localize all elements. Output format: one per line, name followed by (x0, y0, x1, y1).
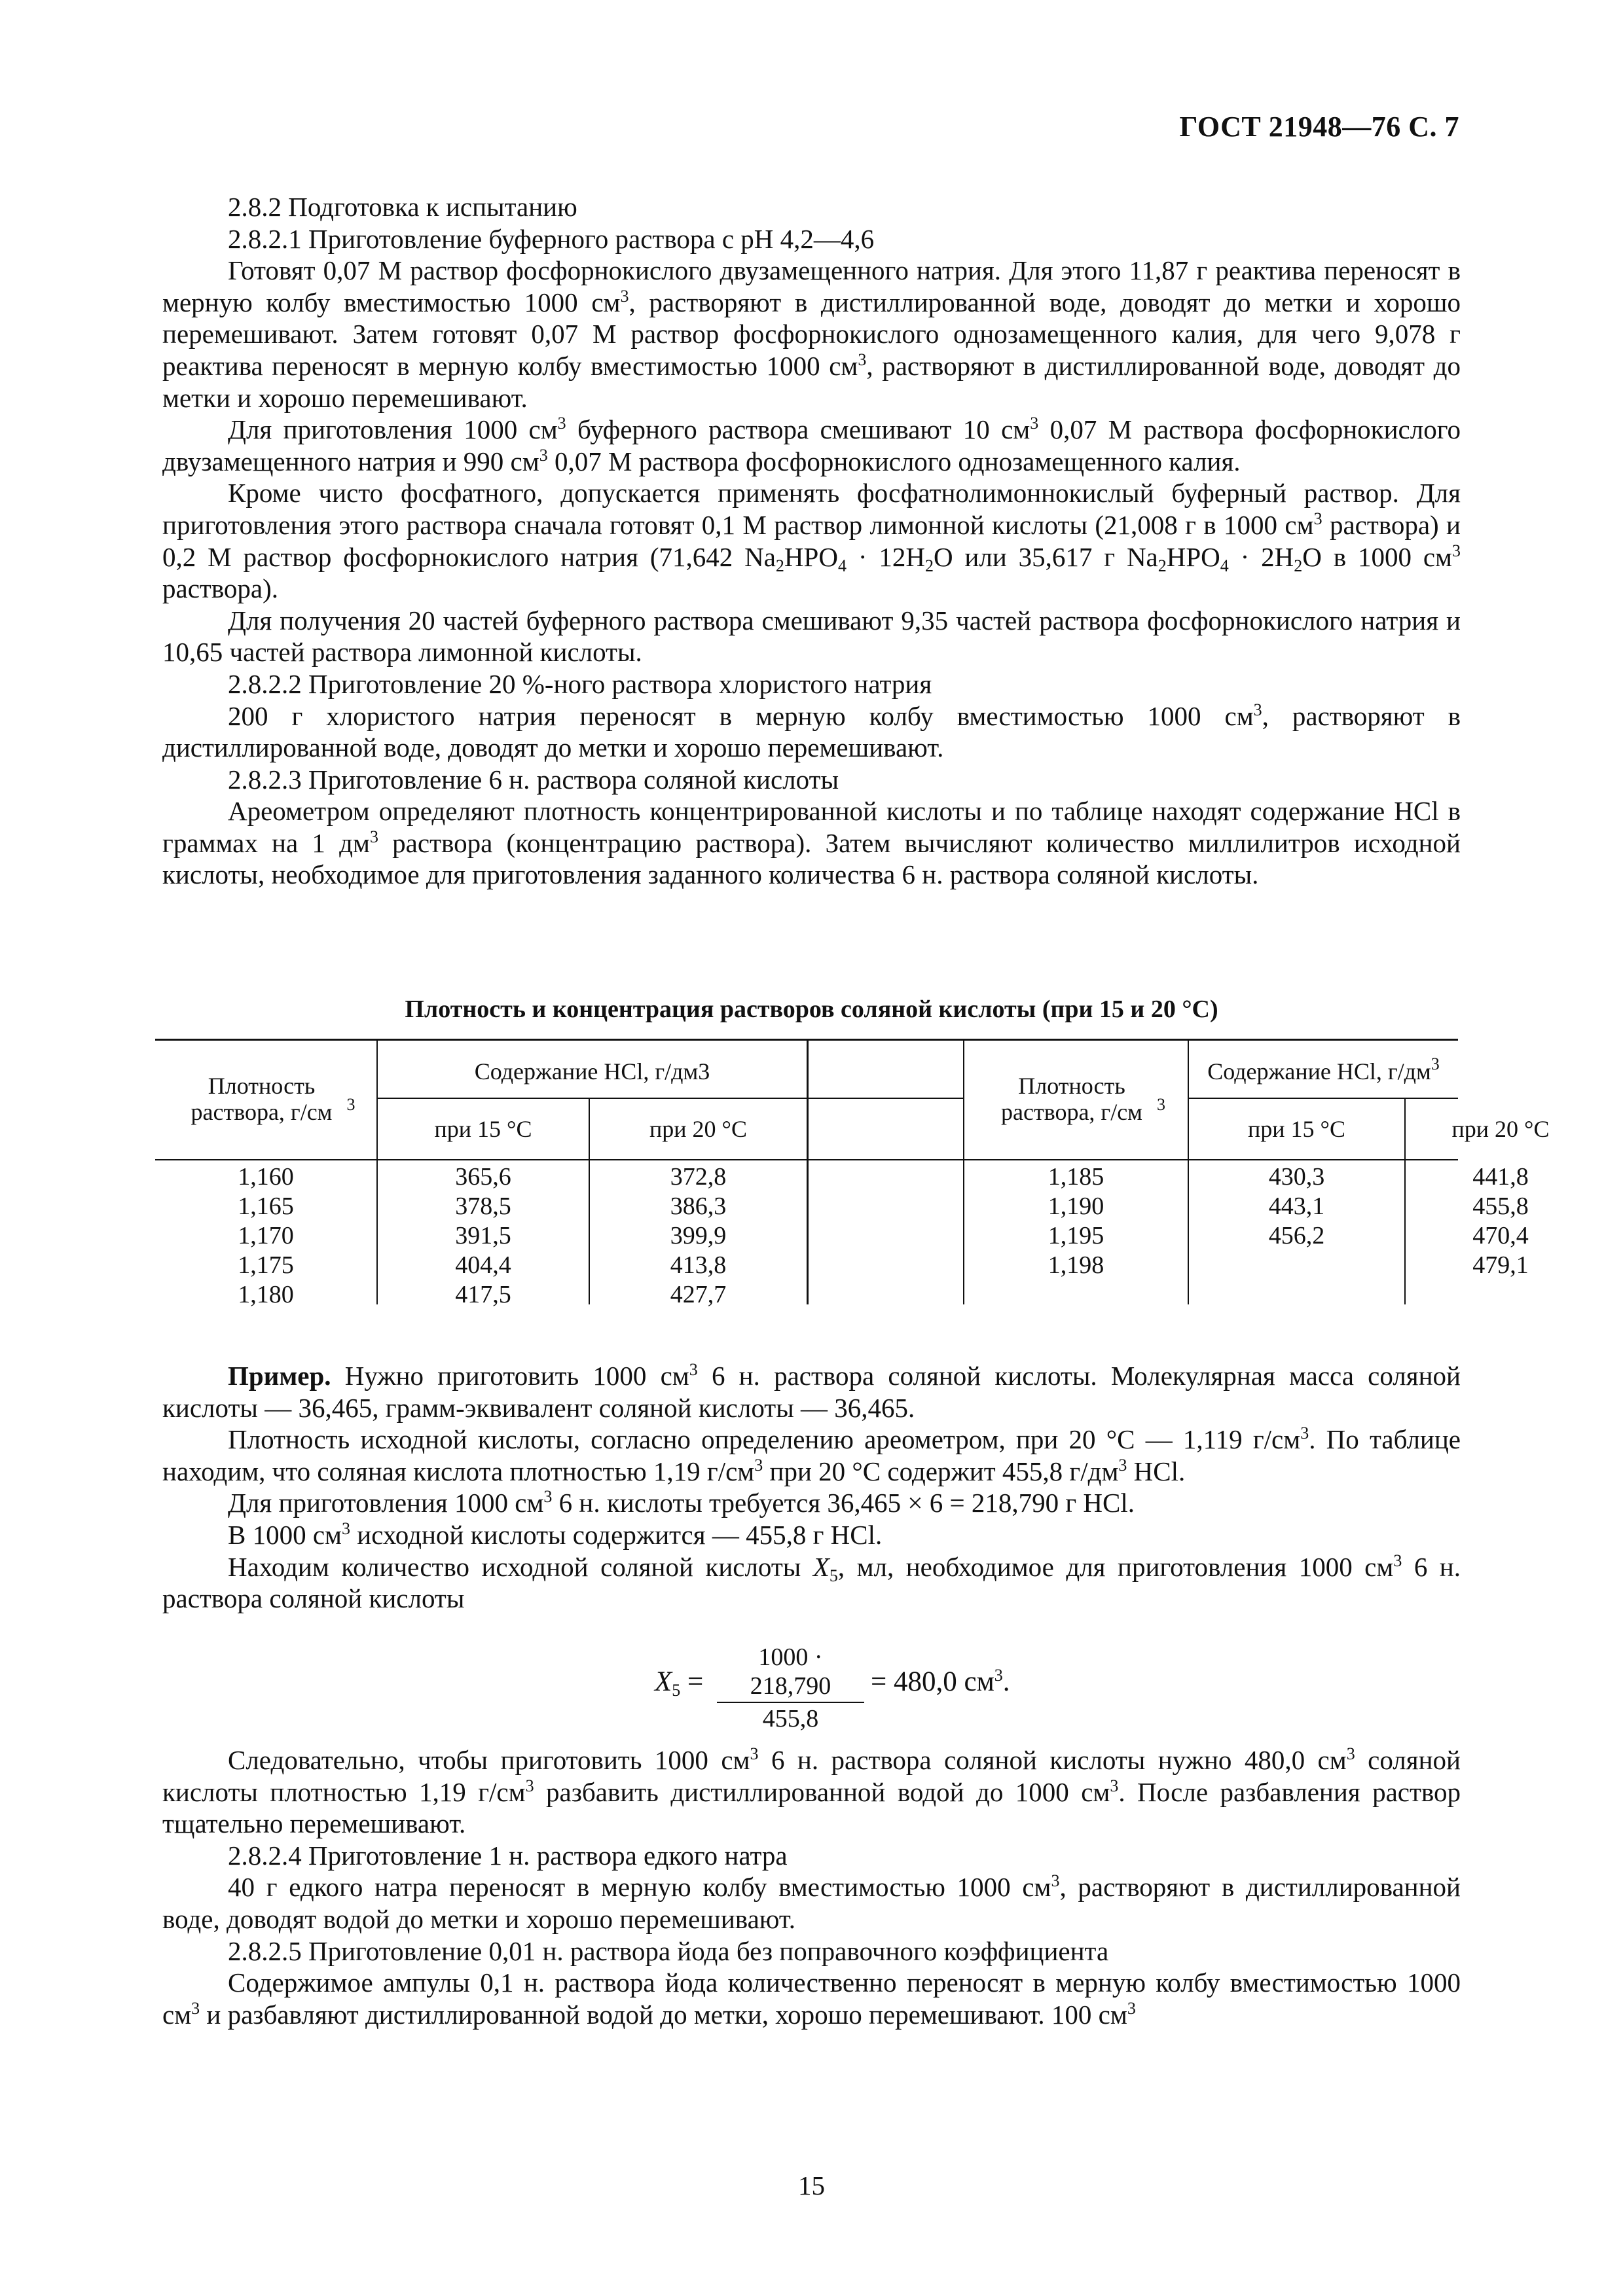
header-content-right: Содержание HCl, $г/дм^3$ (1207, 1054, 1440, 1085)
col-c15-right: 430,3 443,1 456,2 (1268, 1163, 1325, 1249)
paragraph: 200 г хлористого натрия переносят в мерную колбу вместимостью 1000 $см^3$, растворяют в дистиллированной воде, доводят до метки и хорошо перемешивают. (162, 700, 1461, 763)
section-heading: 2.8.2.2 Приготовление 20 %-ного раствора хлористого натрия (228, 668, 932, 699)
header-at15-right: при 15 °С (1248, 1116, 1345, 1142)
paragraph: Пример. Нужно приготовить 1000 $см^3$ 6 н. раствора соляной кислоты. Молекулярная масса соляной кислоты — 36,465, грамм-эквивалент соляной кислоты — 36,465. (162, 1360, 1461, 1423)
header-density-right: Плотность раствора, г/см $^3$ (1001, 1073, 1165, 1125)
section-continuation (162, 1744, 1461, 2030)
paragraph: Кроме чисто фосфатного, допускается применять фосфатнолимоннокислый буферный раствор. Для приготовления этого раствора сначала готовят 0,1 М раствор лимонной кислоты (21,008 г в 1000 $см^3$ раствора) и 0,2 М раствор фосфорнокислого натрия (71,642 $Na_2HPO_4 \cdot 12H_2O$ или 35,617 г $Na_2HPO_4 \cdot 2H_2O$ в 1000 $см^3$ раствора). (162, 478, 1461, 604)
header-content-left: Содержание HCl, г/дм3 (474, 1058, 710, 1085)
paragraph: Плотность исходной кислоты, согласно определению ареометром, при 20 °С — 1,119 $г/см^3$. По таблице находим, что соляная кислота плотностью 1,19 $г/см^3$ при 20 °С содержит 455,8 $г/дм^3$ HCl. (162, 1424, 1461, 1486)
paragraph: Для приготовления 1000 $см^3$ 6 н. кислоты требуется 36,465 × 6 = 218,790 г HCl. (228, 1487, 1135, 1518)
table-caption: Плотность и концентрация растворов соляной кислоты (при 15 и 20 °С) (405, 996, 1218, 1023)
paragraph: 40 г едкого натра переносят в мерную колбу вместимостью 1000 $см^3$, растворяют в дистиллированной воде, доводят водой до метки и хорошо перемешивают. (162, 1871, 1461, 1934)
column-rule (807, 1039, 809, 1304)
section-heading: 2.8.2.1 Приготовление буферного раствора с pH 4,2—4,6 (228, 223, 875, 254)
col-c20-right: 441,8 455,8 470,4 479,1 (1472, 1163, 1529, 1279)
formula-denominator: 455,8 (762, 1705, 819, 1732)
header-at20-right: при 20 °С (1451, 1116, 1550, 1142)
col-c20-left: 372,8 386,3 399,9 413,8 427,7 (670, 1163, 727, 1308)
header-at15-left: при 15 °С (434, 1116, 532, 1142)
paragraph: Для приготовления 1000 $см^3$ буферного раствора смешивают 10 $см^3$ 0,07 М раствора фосфорнокислого двузамещенного натрия и 990 $см^3$ 0,07 М раствора фосфорнокислого однозамещенного калия. (162, 414, 1461, 476)
col-density-right: 1,185 1,190 1,195 1,198 (1048, 1163, 1104, 1279)
paragraph: Находим количество исходной соляной кислоты $X_5$, мл, необходимое для приготовления 1000 $см^3$ 6 н. раствора соляной кислоты (162, 1551, 1461, 1614)
paragraph: Ареометром определяют плотность концентрированной кислоты и по таблице находят содержание HCl в граммах на 1 $дм^3$ раствора (концентрацию раствора). Затем вычисляют количество миллилитров исходной кислоты, необходимое для приготовления заданного количества 6 н. раствора соляной кислоты. (162, 796, 1461, 890)
col-density-left: 1,160 1,165 1,170 1,175 1,180 (238, 1163, 294, 1308)
header-density-left: Плотность раствора, г/см $^3$ (191, 1073, 356, 1125)
paragraph: Следовательно, чтобы приготовить 1000 $см^3$ 6 н. раствора соляной кислоты нужно 480,0 $см^3$ соляной кислоты плотностью 1,19 $г/см^3$ разбавить дистиллированной водой до 1000 $см^3$. После разбавления раствор тщательно перемешивают. (162, 1744, 1461, 1839)
formula-x5 (655, 1643, 1048, 1732)
col-c15-left: 365,6 378,5 391,5 404,4 417,5 (455, 1163, 511, 1308)
paragraph: В 1000 $см^3$ исходной кислоты содержится — 455,8 г HCl. (228, 1518, 883, 1550)
section-heading: 2.8.2.5 Приготовление 0,01 н. раствора йода без поправочного коэффициента (228, 1935, 1109, 1966)
section-example (162, 1360, 1461, 1615)
section-heading: 2.8.2 Подготовка к испытанию (228, 192, 577, 222)
formula-lhs: $X_5$ = (655, 1666, 704, 1700)
subheader-rule-left (376, 1098, 964, 1099)
section-heading: 2.8.2.4 Приготовление 1 н. раствора едкого натра (228, 1840, 788, 1871)
document-header: ГОСТ 21948—76 С. 7 (1179, 111, 1459, 143)
paragraph: Для получения 20 частей буферного раствора смешивают 9,35 частей раствора фосфорнокислого натрия и 10,65 частей раствора лимонной кислоты. (162, 605, 1461, 668)
section-heading: 2.8.2.3 Приготовление 6 н. раствора соляной кислоты (228, 764, 839, 795)
header-at20-left: при 20 °С (649, 1116, 747, 1142)
subheader-rule-right (1188, 1098, 1458, 1099)
formula-fraction (717, 1643, 864, 1733)
paragraph: Содержимое ампулы 0,1 н. раствора йода количественно переносят в мерную колбу вместимостью 1000 $см^3$ и разбавляют дистиллированной водой до метки, хорошо перемешивают. 100 $см^3$ (162, 1967, 1461, 2030)
section-buffer-preparation (162, 191, 1461, 891)
formula-numerator: 1000 · 218,790 (717, 1643, 864, 1703)
paragraph: Готовят 0,07 М раствор фосфорнокислого двузамещенного натрия. Для этого 11,87 г реактива переносят в мерную колбу вместимостью 1000 $см^3$, растворяют в дистиллированной воде, доводят до метки и хорошо перемешивают. Затем готовят 0,07 М раствор фосфорнокислого однозамещенного калия, для чего 9,078 г реактива переносят в мерную колбу вместимостью 1000 $см^3$, растворяют в дистиллированной воде, доводят до метки и хорошо перемешивают. (162, 255, 1461, 413)
formula-rhs: = 480,0 $см^3$. (871, 1666, 1010, 1697)
page-number: 15 (798, 2170, 825, 2200)
hcl-density-table (155, 1039, 1550, 1308)
